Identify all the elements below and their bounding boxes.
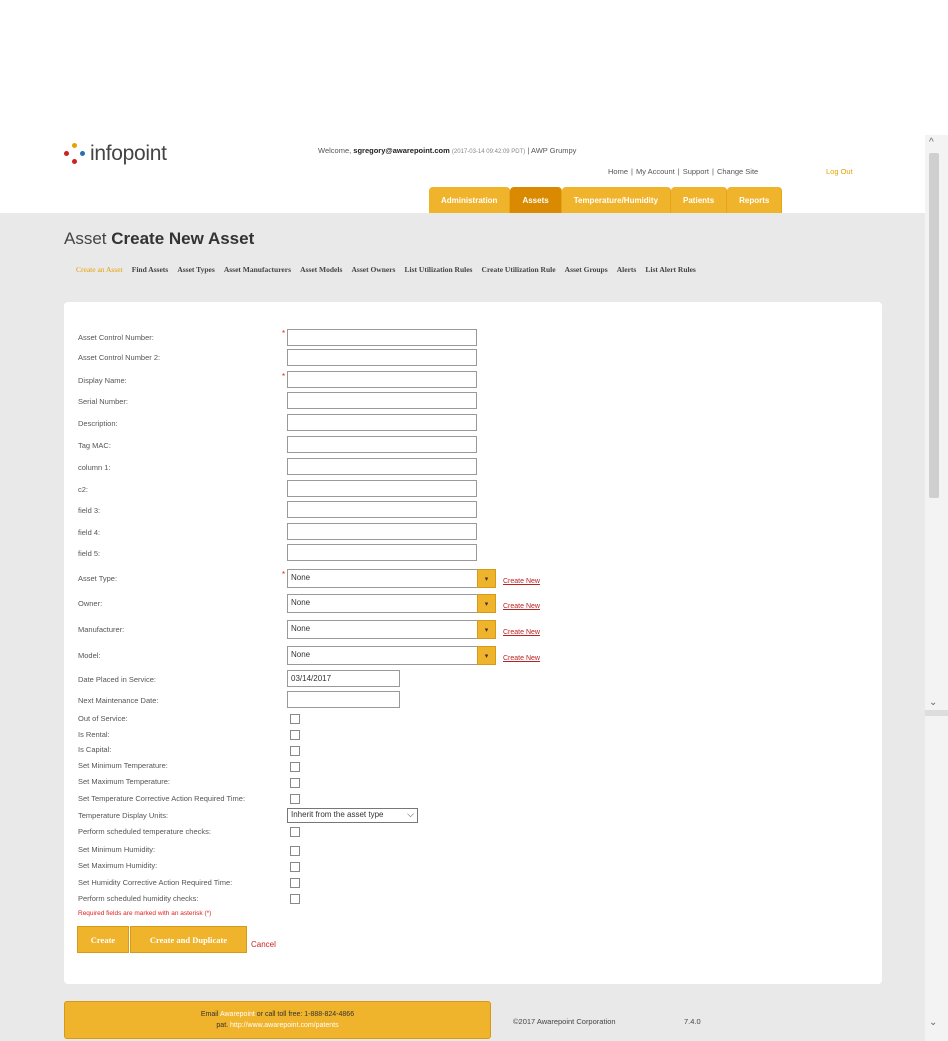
field-label: Perform scheduled humidity checks: — [78, 894, 199, 903]
set-min-temperature-checkbox[interactable] — [290, 762, 300, 772]
subnav-list-utilization-rules[interactable]: List Utilization Rules — [404, 265, 473, 274]
field-label: Perform scheduled temperature checks: — [78, 827, 211, 836]
field-4-input[interactable] — [287, 523, 477, 540]
c2-input[interactable] — [287, 480, 477, 497]
top-links: Home | My Account | Support | Change Site — [608, 167, 759, 176]
page-title — [64, 229, 254, 249]
footer-line-1 — [65, 1009, 490, 1020]
field-label: column 1: — [78, 463, 111, 472]
field-5-input[interactable] — [287, 544, 477, 561]
field-label: Set Temperature Corrective Action Required Time: — [78, 794, 246, 803]
footer-email-prefix: Email — [200, 1011, 220, 1018]
required-marker: * — [282, 329, 286, 338]
copyright: ©2017 Awarepoint Corporation — [513, 1017, 616, 1026]
description-input[interactable] — [287, 414, 477, 431]
dropdown-arrow-icon[interactable]: ▾ — [477, 646, 496, 665]
required-note: Required fields are marked with an asterisk (*) — [78, 910, 212, 917]
dropdown-arrow-icon[interactable]: ▾ — [477, 594, 496, 613]
field-label: Next Maintenance Date: — [78, 696, 159, 705]
welcome-prefix: Welcome, — [318, 146, 354, 155]
footer-phone: or call toll free: 1-888-824-4866 — [254, 1011, 355, 1018]
subnav-alerts[interactable]: Alerts — [616, 265, 637, 274]
subnav-asset-groups[interactable]: Asset Groups — [564, 265, 608, 274]
asset-type-select[interactable] — [287, 569, 496, 588]
set-temp-corrective-time-checkbox[interactable] — [290, 794, 300, 804]
field-label: c2: — [78, 485, 89, 494]
asset-control-number-2-input[interactable] — [287, 349, 477, 366]
chevron-down-icon: ⌵ — [407, 809, 414, 819]
select-value: None — [291, 650, 311, 659]
set-max-humidity-checkbox[interactable] — [290, 862, 300, 872]
tab-administration[interactable]: Administration — [429, 187, 510, 213]
scroll-up-icon[interactable]: ^ — [929, 137, 934, 148]
field-3-input[interactable] — [287, 501, 477, 518]
dropdown-arrow-icon[interactable]: ▾ — [477, 620, 496, 639]
field-label: Description: — [78, 419, 118, 428]
change-site-link[interactable]: Change Site — [716, 167, 759, 176]
create-model-link[interactable]: Create New — [503, 655, 540, 662]
set-min-humidity-checkbox[interactable] — [290, 846, 300, 856]
field-label: Serial Number: — [78, 397, 129, 406]
scrollbar-divider — [925, 710, 948, 716]
date-placed-in-service-input[interactable] — [287, 670, 400, 687]
logo-text: infopoint — [90, 142, 167, 165]
subnav-asset-owners[interactable]: Asset Owners — [351, 265, 396, 274]
create-and-duplicate-button[interactable]: Create and Duplicate — [130, 926, 247, 953]
column-1-input[interactable] — [287, 458, 477, 475]
owner-select[interactable] — [287, 594, 496, 613]
model-select[interactable] — [287, 646, 496, 665]
footer-line-2 — [65, 1020, 490, 1031]
field-label: Set Maximum Humidity: — [78, 861, 158, 870]
welcome-text — [318, 146, 576, 155]
infopoint-logo[interactable] — [64, 142, 167, 166]
subnav-find-assets[interactable]: Find Assets — [131, 265, 169, 274]
dropdown-arrow-icon[interactable]: ▾ — [477, 569, 496, 588]
humidity-checks-checkbox[interactable] — [290, 894, 300, 904]
select-value: Inherit from the asset type — [291, 810, 384, 819]
subnav-asset-types[interactable]: Asset Types — [177, 265, 215, 274]
tag-mac-input[interactable] — [287, 436, 477, 453]
set-max-temperature-checkbox[interactable] — [290, 778, 300, 788]
logo-diamond-icon — [64, 143, 86, 165]
main-nav — [429, 187, 782, 213]
select-value: None — [291, 598, 311, 607]
subnav-list-alert-rules[interactable]: List Alert Rules — [645, 265, 696, 274]
tab-patients[interactable]: Patients — [671, 187, 727, 213]
create-asset-type-link[interactable]: Create New — [503, 578, 540, 585]
next-maintenance-date-input[interactable] — [287, 691, 400, 708]
scroll-down-icon[interactable]: ⌄ — [929, 697, 938, 708]
subnav-create-asset[interactable]: Create an Asset — [76, 265, 123, 274]
logout-link[interactable]: Log Out — [826, 167, 853, 176]
awarepoint-email-link[interactable]: Awarepoint — [219, 1011, 255, 1018]
set-humidity-corrective-time-checkbox[interactable] — [290, 878, 300, 888]
field-label: Date Placed in Service: — [78, 675, 156, 684]
subnav-asset-manufacturers[interactable]: Asset Manufacturers — [223, 265, 291, 274]
support-link[interactable]: Support — [682, 167, 709, 176]
patents-link[interactable]: http://www.awarepoint.com/patents — [230, 1022, 339, 1029]
create-manufacturer-link[interactable]: Create New — [503, 629, 540, 636]
field-label: field 3: — [78, 506, 101, 515]
serial-number-input[interactable] — [287, 392, 477, 409]
field-label: field 5: — [78, 549, 101, 558]
field-label: Out of Service: — [78, 714, 128, 723]
out-of-service-checkbox[interactable] — [290, 714, 300, 724]
subnav-asset-models[interactable]: Asset Models — [300, 265, 343, 274]
asset-control-number-input[interactable] — [287, 329, 477, 346]
tab-assets[interactable]: Assets — [510, 187, 561, 213]
field-label: Set Maximum Temperature: — [78, 777, 170, 786]
field-label: Owner: — [78, 599, 103, 608]
required-marker: * — [282, 570, 286, 579]
temperature-units-select[interactable] — [287, 808, 418, 823]
select-value: None — [291, 624, 311, 633]
field-label: Set Minimum Temperature: — [78, 761, 168, 770]
welcome-timestamp: (2017-03-14 09:42:09 PDT) — [451, 149, 526, 155]
cancel-link[interactable]: Cancel — [251, 940, 276, 949]
field-label: Asset Control Number: — [78, 333, 154, 342]
field-label: Set Humidity Corrective Action Required Time: — [78, 878, 233, 887]
manufacturer-select[interactable] — [287, 620, 496, 639]
field-label: field 4: — [78, 528, 101, 537]
page-title-main: Create New Asset — [111, 229, 255, 248]
is-rental-checkbox[interactable] — [290, 730, 300, 740]
welcome-site: | AWP Grumpy — [525, 146, 577, 155]
field-label: Asset Control Number 2: — [78, 353, 161, 362]
field-label: Is Capital: — [78, 745, 112, 754]
subnav-create-utilization-rule[interactable]: Create Utilization Rule — [481, 265, 556, 274]
field-label: Tag MAC: — [78, 441, 111, 450]
field-label: Set Minimum Humidity: — [78, 845, 156, 854]
is-capital-checkbox[interactable] — [290, 746, 300, 756]
field-label: Asset Type: — [78, 574, 118, 583]
temperature-checks-checkbox[interactable] — [290, 827, 300, 837]
my-account-link[interactable]: My Account — [635, 167, 675, 176]
footer-contact — [64, 1001, 491, 1039]
scrollbar-thumb[interactable] — [929, 153, 939, 498]
version: 7.4.0 — [684, 1017, 701, 1026]
display-name-input[interactable] — [287, 371, 477, 388]
page-title-prefix: Asset — [64, 229, 112, 248]
create-owner-link[interactable]: Create New — [503, 603, 540, 610]
field-label: Manufacturer: — [78, 625, 125, 634]
field-label: Display Name: — [78, 376, 127, 385]
home-link[interactable]: Home — [608, 167, 629, 176]
field-label: Model: — [78, 651, 101, 660]
asset-subnav — [76, 258, 866, 282]
field-label: Is Rental: — [78, 730, 110, 739]
tab-reports[interactable]: Reports — [727, 187, 782, 213]
tab-temperature-humidity[interactable]: Temperature/Humidity — [562, 187, 671, 213]
scroll-down-icon[interactable]: ⌄ — [929, 1017, 938, 1028]
field-label: Temperature Display Units: — [78, 811, 169, 820]
select-value: None — [291, 573, 311, 582]
required-marker: * — [282, 372, 286, 381]
welcome-user: sgregory@awarepoint.com — [353, 146, 450, 155]
create-button[interactable]: Create — [77, 926, 129, 953]
footer-pat-prefix: pat. — [216, 1022, 231, 1029]
